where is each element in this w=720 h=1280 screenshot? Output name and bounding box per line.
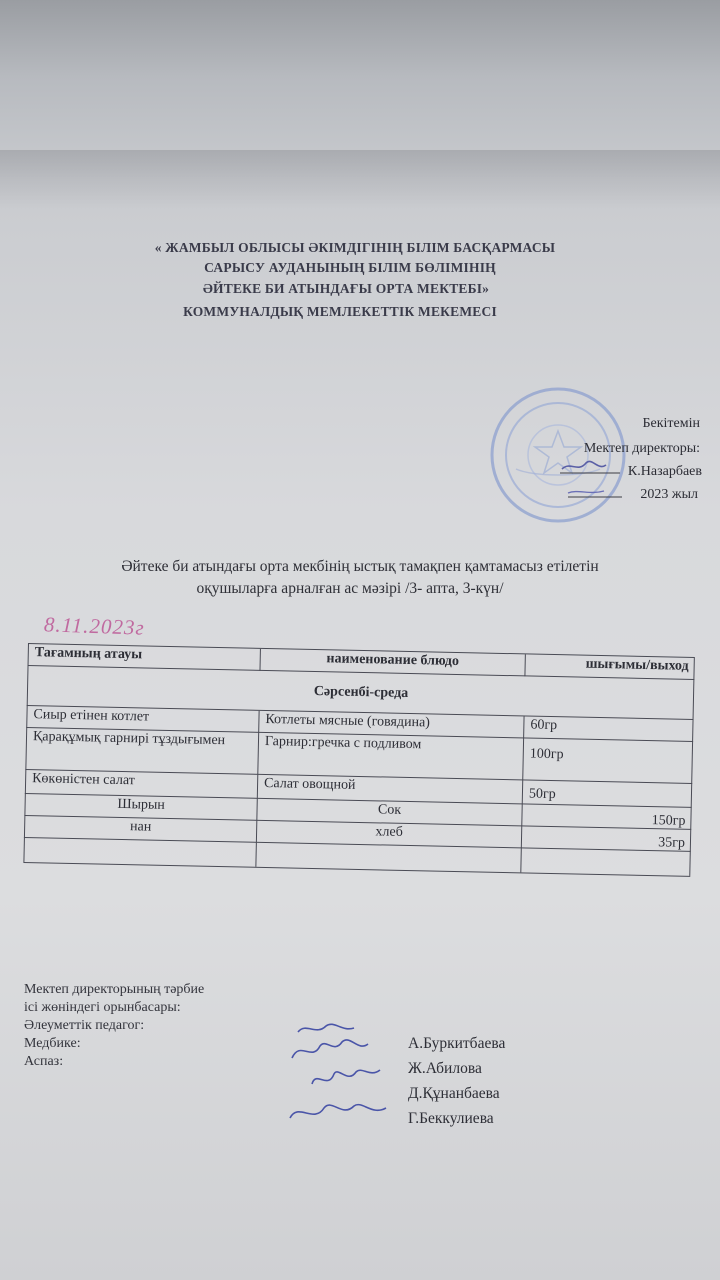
signer-name-3: Д.Құнанбаева — [408, 1085, 500, 1102]
dish-output: 100гр — [522, 738, 693, 784]
approval-year: 2023 жыл — [640, 487, 698, 502]
handwritten-signatures-icon — [276, 1018, 396, 1133]
approval-signer: К.Назарбаев — [627, 464, 702, 479]
header-line-3: ӘЙТЕКЕ БИ АТЫНДАҒЫ ОРТА МЕКТЕБІ» — [202, 281, 490, 296]
dish-ru: Салат овощной — [257, 775, 522, 805]
signer-name-2: Ж.Абилова — [408, 1060, 482, 1077]
header-cell-kz: Тағамның атауы — [28, 644, 260, 671]
dish-ru: хлеб — [256, 821, 521, 849]
dish-ru — [255, 843, 520, 873]
signer-name-1: А.Буркитбаева — [408, 1035, 506, 1052]
dish-kz: Сиыр етінен котлет — [26, 706, 258, 733]
dish-kz — [23, 838, 255, 867]
dish-output — [520, 848, 690, 876]
dish-kz: Қарақұмық гарнирі тұздығымен — [25, 728, 258, 775]
menu-title-line-1: Әйтеке би атындағы орта мекбінің ыстық тамақпен қамтамасыз етілетін — [121, 558, 599, 575]
signer-role-1b: ісі жөніндегі орынбасары: — [24, 1000, 181, 1015]
header-line-4: КОММУНАЛДЫҚ МЕМЛЕКЕТТІК МЕКЕМЕСІ — [183, 304, 497, 319]
dish-ru: Котлеты мясные (говядина) — [258, 711, 523, 739]
header-line-1: « ЖАМБЫЛ ОБЛЫСЫ ӘКІМДІГІНІҢ БІЛІМ БАСҚАРМАСЫ — [154, 240, 556, 255]
header-cell-output: шығымы/выход — [524, 654, 694, 680]
dish-ru: Гарнир:гречка с подливом — [257, 733, 523, 781]
approval-role: Мектеп директоры: — [583, 441, 700, 456]
header-cell-ru: наименование блюдо — [259, 649, 524, 677]
day-label: Сәрсенбі-среда — [27, 666, 695, 720]
menu-title-line-2: оқушыларға арналған ас мәзірі /3- апта, 3-күн/ — [196, 580, 504, 597]
dish-output: 35гр — [521, 826, 691, 852]
paper-fold-shadow — [0, 150, 720, 210]
signer-role-2: Әлеуметтік педагог: — [24, 1018, 145, 1033]
dish-kz: нан — [24, 816, 256, 843]
header-line-2: САРЫСУ АУДАНЫНЫҢ БІЛІМ БӨЛІМІНІҢ — [204, 260, 496, 275]
dish-output: 60гр — [523, 716, 693, 742]
director-signature-icon — [560, 455, 630, 505]
signer-role-4: Аспаз: — [24, 1054, 64, 1069]
signer-name-4: Г.Беккулиева — [408, 1110, 494, 1127]
dish-kz: Шырын — [24, 794, 256, 821]
handwritten-date: 8.11.2023г — [43, 612, 146, 640]
approval-title: Бекітемін — [642, 416, 700, 431]
menu-table — [22, 643, 695, 927]
signer-role-3: Медбике: — [24, 1036, 81, 1051]
dish-kz: Көкөністен салат — [25, 770, 257, 799]
signer-role-1a: Мектеп директорының тәрбие — [24, 982, 205, 997]
dish-ru: Сок — [256, 799, 521, 827]
dish-output: 50гр — [522, 780, 692, 808]
dish-output: 150гр — [521, 804, 691, 830]
